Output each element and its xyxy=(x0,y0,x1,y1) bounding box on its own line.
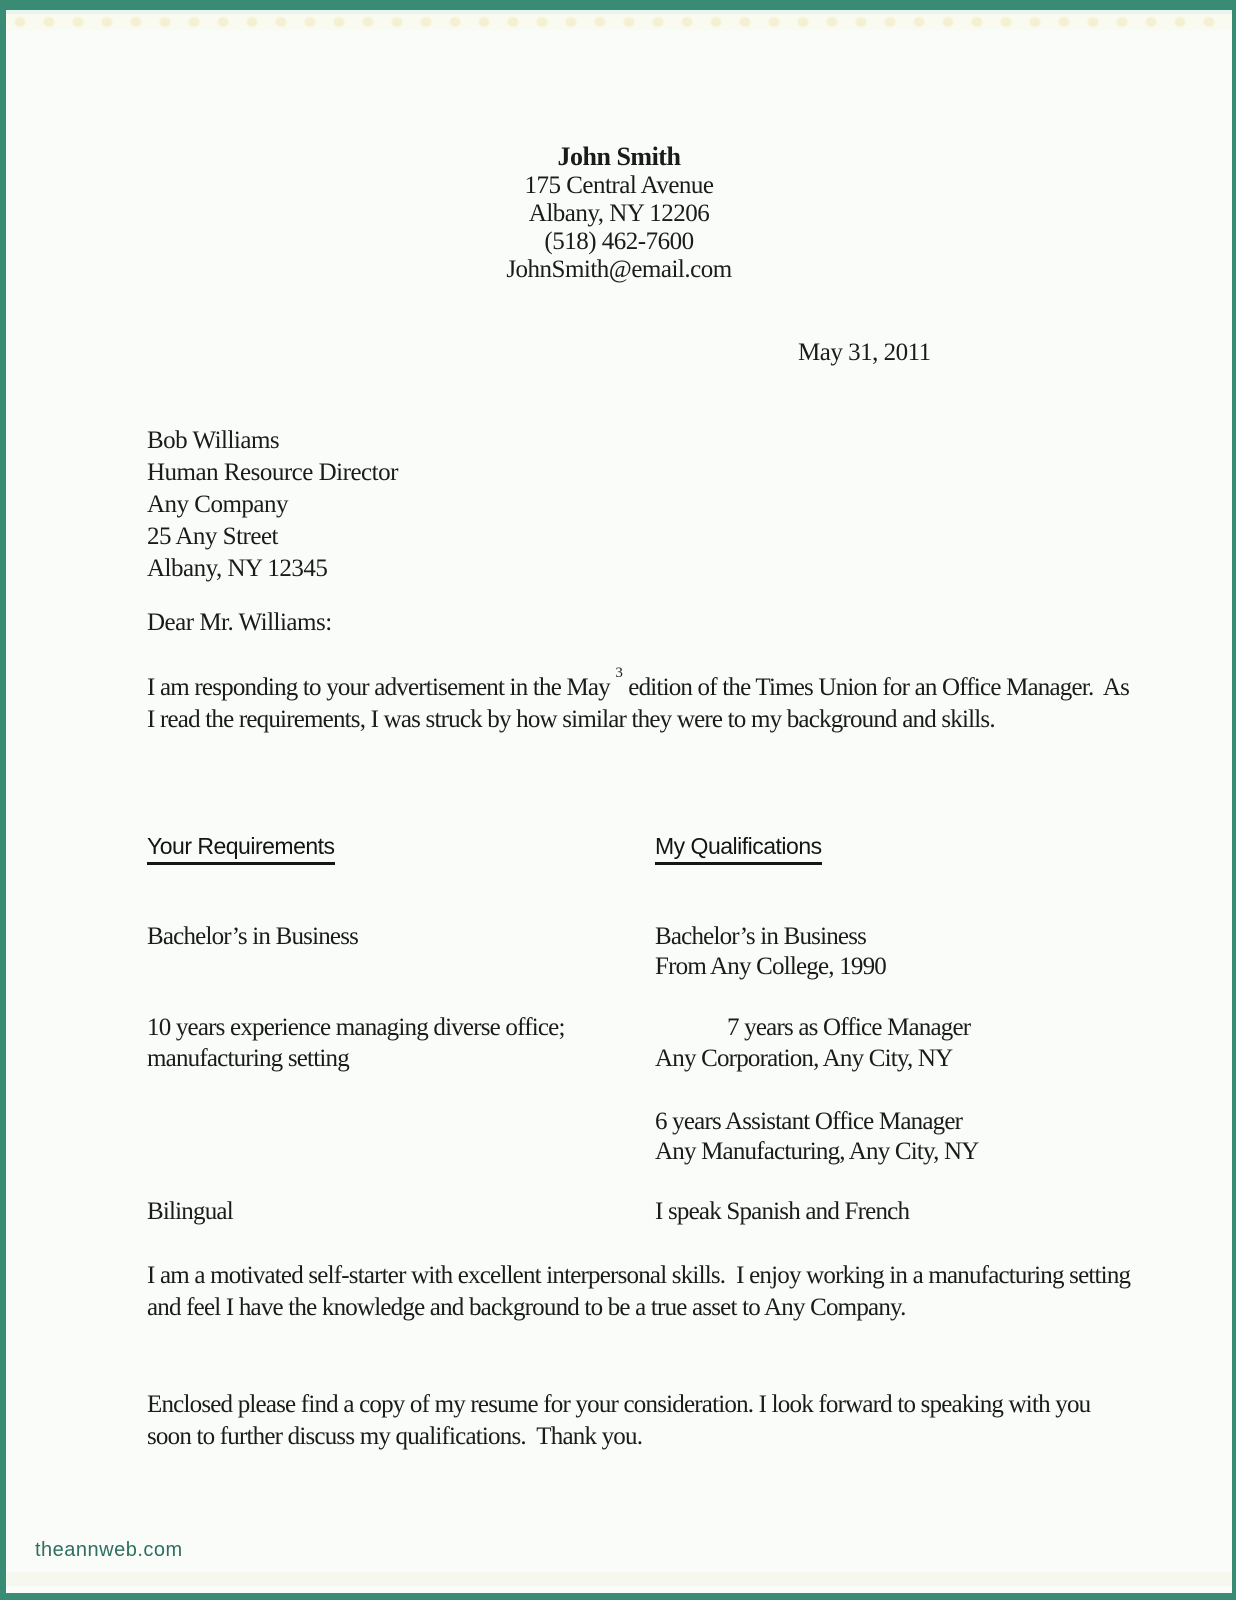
qualification-cell xyxy=(655,1107,1125,1167)
requirements-header-text: Your Requirements xyxy=(147,833,335,865)
cell-line: Any Corporation, Any City, NY xyxy=(655,1045,953,1072)
salutation: Dear Mr. Williams: xyxy=(147,609,332,636)
requirement-cell xyxy=(147,922,647,952)
recipient-block xyxy=(147,425,398,585)
intro-paragraph xyxy=(147,664,1135,736)
recipient-street: 25 Any Street xyxy=(147,523,278,550)
cell-line: 7 years as Office Manager xyxy=(727,1014,971,1041)
requirement-cell xyxy=(147,1012,647,1074)
qualification-cell xyxy=(655,1197,1125,1227)
cell-line: Bachelor’s in Business xyxy=(655,923,867,950)
qualifications-column-header xyxy=(655,833,822,865)
sender-phone: (518) 462-7600 xyxy=(544,228,694,255)
sender-name: John Smith xyxy=(557,142,681,171)
recipient-title: Human Resource Director xyxy=(147,459,398,486)
qualifications-header-text: My Qualifications xyxy=(655,833,822,865)
sender-email: JohnSmith@email.com xyxy=(506,256,732,283)
cell-line: Bilingual xyxy=(147,1198,233,1225)
recipient-name: Bob Williams xyxy=(147,427,280,454)
sender-block xyxy=(6,142,1232,284)
cell-line: I speak Spanish and French xyxy=(655,1198,910,1225)
intro-text-before: I am responding to your advertisement in the May xyxy=(147,674,616,701)
intro-text-after: edition of the Times Union for an Office Manager. As I read the requirements, I was struck by how similar they were to my background and skills. xyxy=(147,674,1135,733)
cell-line: From Any College, 1990 xyxy=(655,953,887,980)
qualification-cell xyxy=(655,922,1125,982)
cell-line: 10 years experience managing diverse office; xyxy=(147,1014,565,1041)
requirements-column-header xyxy=(147,833,335,865)
letter-date: May 31, 2011 xyxy=(798,339,931,366)
cell-line: Any Manufacturing, Any City, NY xyxy=(655,1138,979,1165)
requirement-cell xyxy=(147,1197,647,1227)
cell-line: Bachelor’s in Business xyxy=(147,923,359,950)
sender-city-state-zip: Albany, NY 12206 xyxy=(528,200,710,227)
top-decorative-band xyxy=(6,14,1232,30)
bottom-decorative-band xyxy=(6,1572,1232,1586)
recipient-city-state-zip: Albany, NY 12345 xyxy=(147,555,328,582)
qualification-cell xyxy=(655,1012,1125,1074)
closing-paragraph-enclosure: Enclosed please find a copy of my resume for your consideration. I look forward to speaking with you soon to further discuss my qualifications. Thank you. xyxy=(147,1391,1096,1450)
cell-line: 6 years Assistant Office Manager xyxy=(655,1108,963,1135)
superscript-date-number: 3 xyxy=(615,664,623,681)
recipient-company: Any Company xyxy=(147,491,289,518)
sender-street: 175 Central Avenue xyxy=(524,172,714,199)
closing-paragraph-motivation: I am a motivated self-starter with excellent interpersonal skills. I enjoy working in a manufacturing setting and feel I have the knowledge and background to be a true asset to Any Company. xyxy=(147,1262,1136,1321)
cell-line: manufacturing setting xyxy=(147,1045,349,1072)
watermark-theannweb: theannweb.com xyxy=(35,1539,183,1561)
